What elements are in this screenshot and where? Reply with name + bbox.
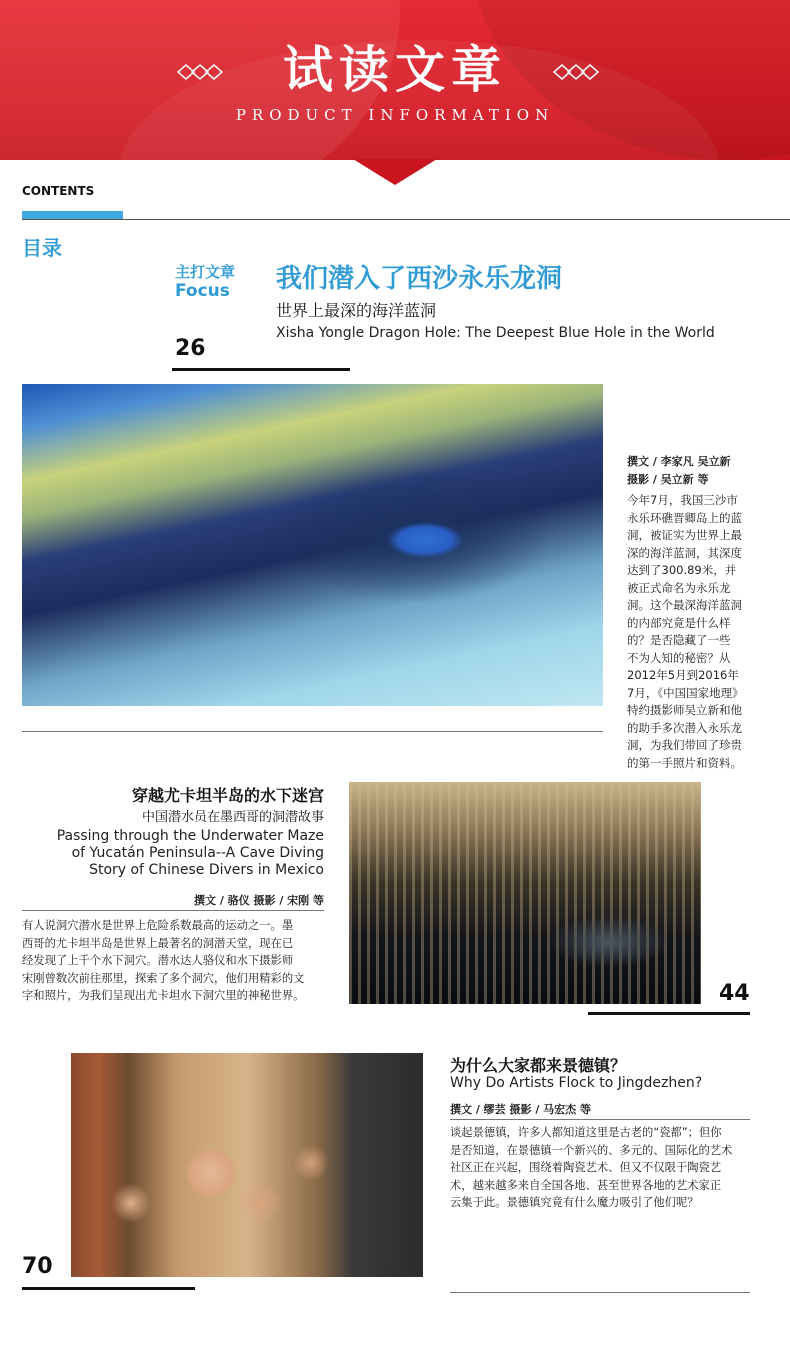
page-number-rule [172,368,350,371]
byline: 撰文 / 骆仪 摄影 / 宋刚 等 [193,894,324,907]
focus-article-title-en: Xisha Yongle Dragon Hole: The Deepest Blue Hole in the World [276,325,715,341]
page-number[interactable]: 70 [22,1254,53,1279]
divider [22,219,790,220]
focus-label-cn: 主打文章 [175,263,236,281]
focus-summary: 今年7月，我国三沙市 永乐环礁晋卿岛上的蓝 洞，被证实为世界上最 深的海洋蓝洞，其深度 达到了300.89米，并 被正式命名为永乐龙 洞。这个最深海洋蓝洞 的内部究竟是什么样 的？是否隐藏了一些 不为人知的秘密？从 2012年5月到2016年 7月，《中国国家地理》 特约摄影师吴立新和他 的助手多次潜入永乐龙 洞，为我们带回了珍贵 的第一手照片和资料。 [627,493,744,770]
byline: 撰文 / 缪芸 摄影 / 马宏杰 等 [450,1103,592,1116]
page-number[interactable]: 26 [175,336,206,361]
section-label: 目录 [22,236,62,260]
article-title[interactable]: 为什么大家都来景德镇？ [450,1056,627,1075]
byline-photo: 摄影 / 吴立新 等 [627,473,709,486]
byline-author: 撰文 / 李家凡 吴立新 [627,455,731,468]
article-title[interactable]: 穿越尤卡坦半岛的水下迷宫 [131,786,324,805]
page-number-rule [588,1012,750,1015]
divider [450,1292,750,1293]
header-banner [0,0,790,160]
banner-subtitle: PRODUCT INFORMATION [235,106,555,124]
divider [22,910,324,911]
article-title-en: Why Do Artists Flock to Jingdezhen? [450,1075,703,1091]
focus-article-title[interactable]: 我们潜入了西沙永乐龙洞 [276,264,563,294]
blue-hole-aerial-photo [22,384,603,706]
focus-article-subtitle: 世界上最深的海洋蓝洞 [276,301,437,320]
underwater-cave-photo [349,782,701,1004]
article-summary: 谈起景德镇，许多人都知道这里是古老的“瓷都”；但你 是否知道，在景德镇一个新兴的、多元的、国际化的艺术 社区正在兴起，围绕着陶瓷艺术、但又不仅限于陶瓷艺 术，越来越多来自全国各地、甚至世界各地的艺术家正 云集于此。景德镇究竟有什么魔力吸引了他们呢？ [450,1126,733,1209]
article-summary: 有人说洞穴潜水是世界上危险系数最高的运动之一。墨 西哥的尤卡坦半岛是世界上最著名的洞潜天堂，现在已 经发现了上千个水下洞穴。潜水达人骆仪和水下摄影师 宋刚曾数次前往那里，探索了多个洞穴，他们用精彩的文 字和照片，为我们呈现出尤卡坦水下洞穴里的神秘世界。 [22,919,305,1002]
page-number[interactable]: 44 [719,981,750,1006]
banner-pointer [353,159,437,185]
banner-title: 试读文章 [283,40,507,99]
contents-label: CONTENTS [22,184,95,198]
blue-accent-bar [22,211,123,219]
page-number-rule [22,1287,195,1290]
divider [450,1119,750,1120]
article-title-en: Passing through the Underwater Maze of Yucatán Peninsula--A Cave Diving Story of Chinese Divers in Mexico [56,828,324,878]
article-subtitle: 中国潜水员在墨西哥的洞潜故事 [141,810,324,825]
divider [22,731,603,732]
focus-label-en: Focus [175,281,230,301]
jingdezhen-artists-photo [71,1053,423,1277]
